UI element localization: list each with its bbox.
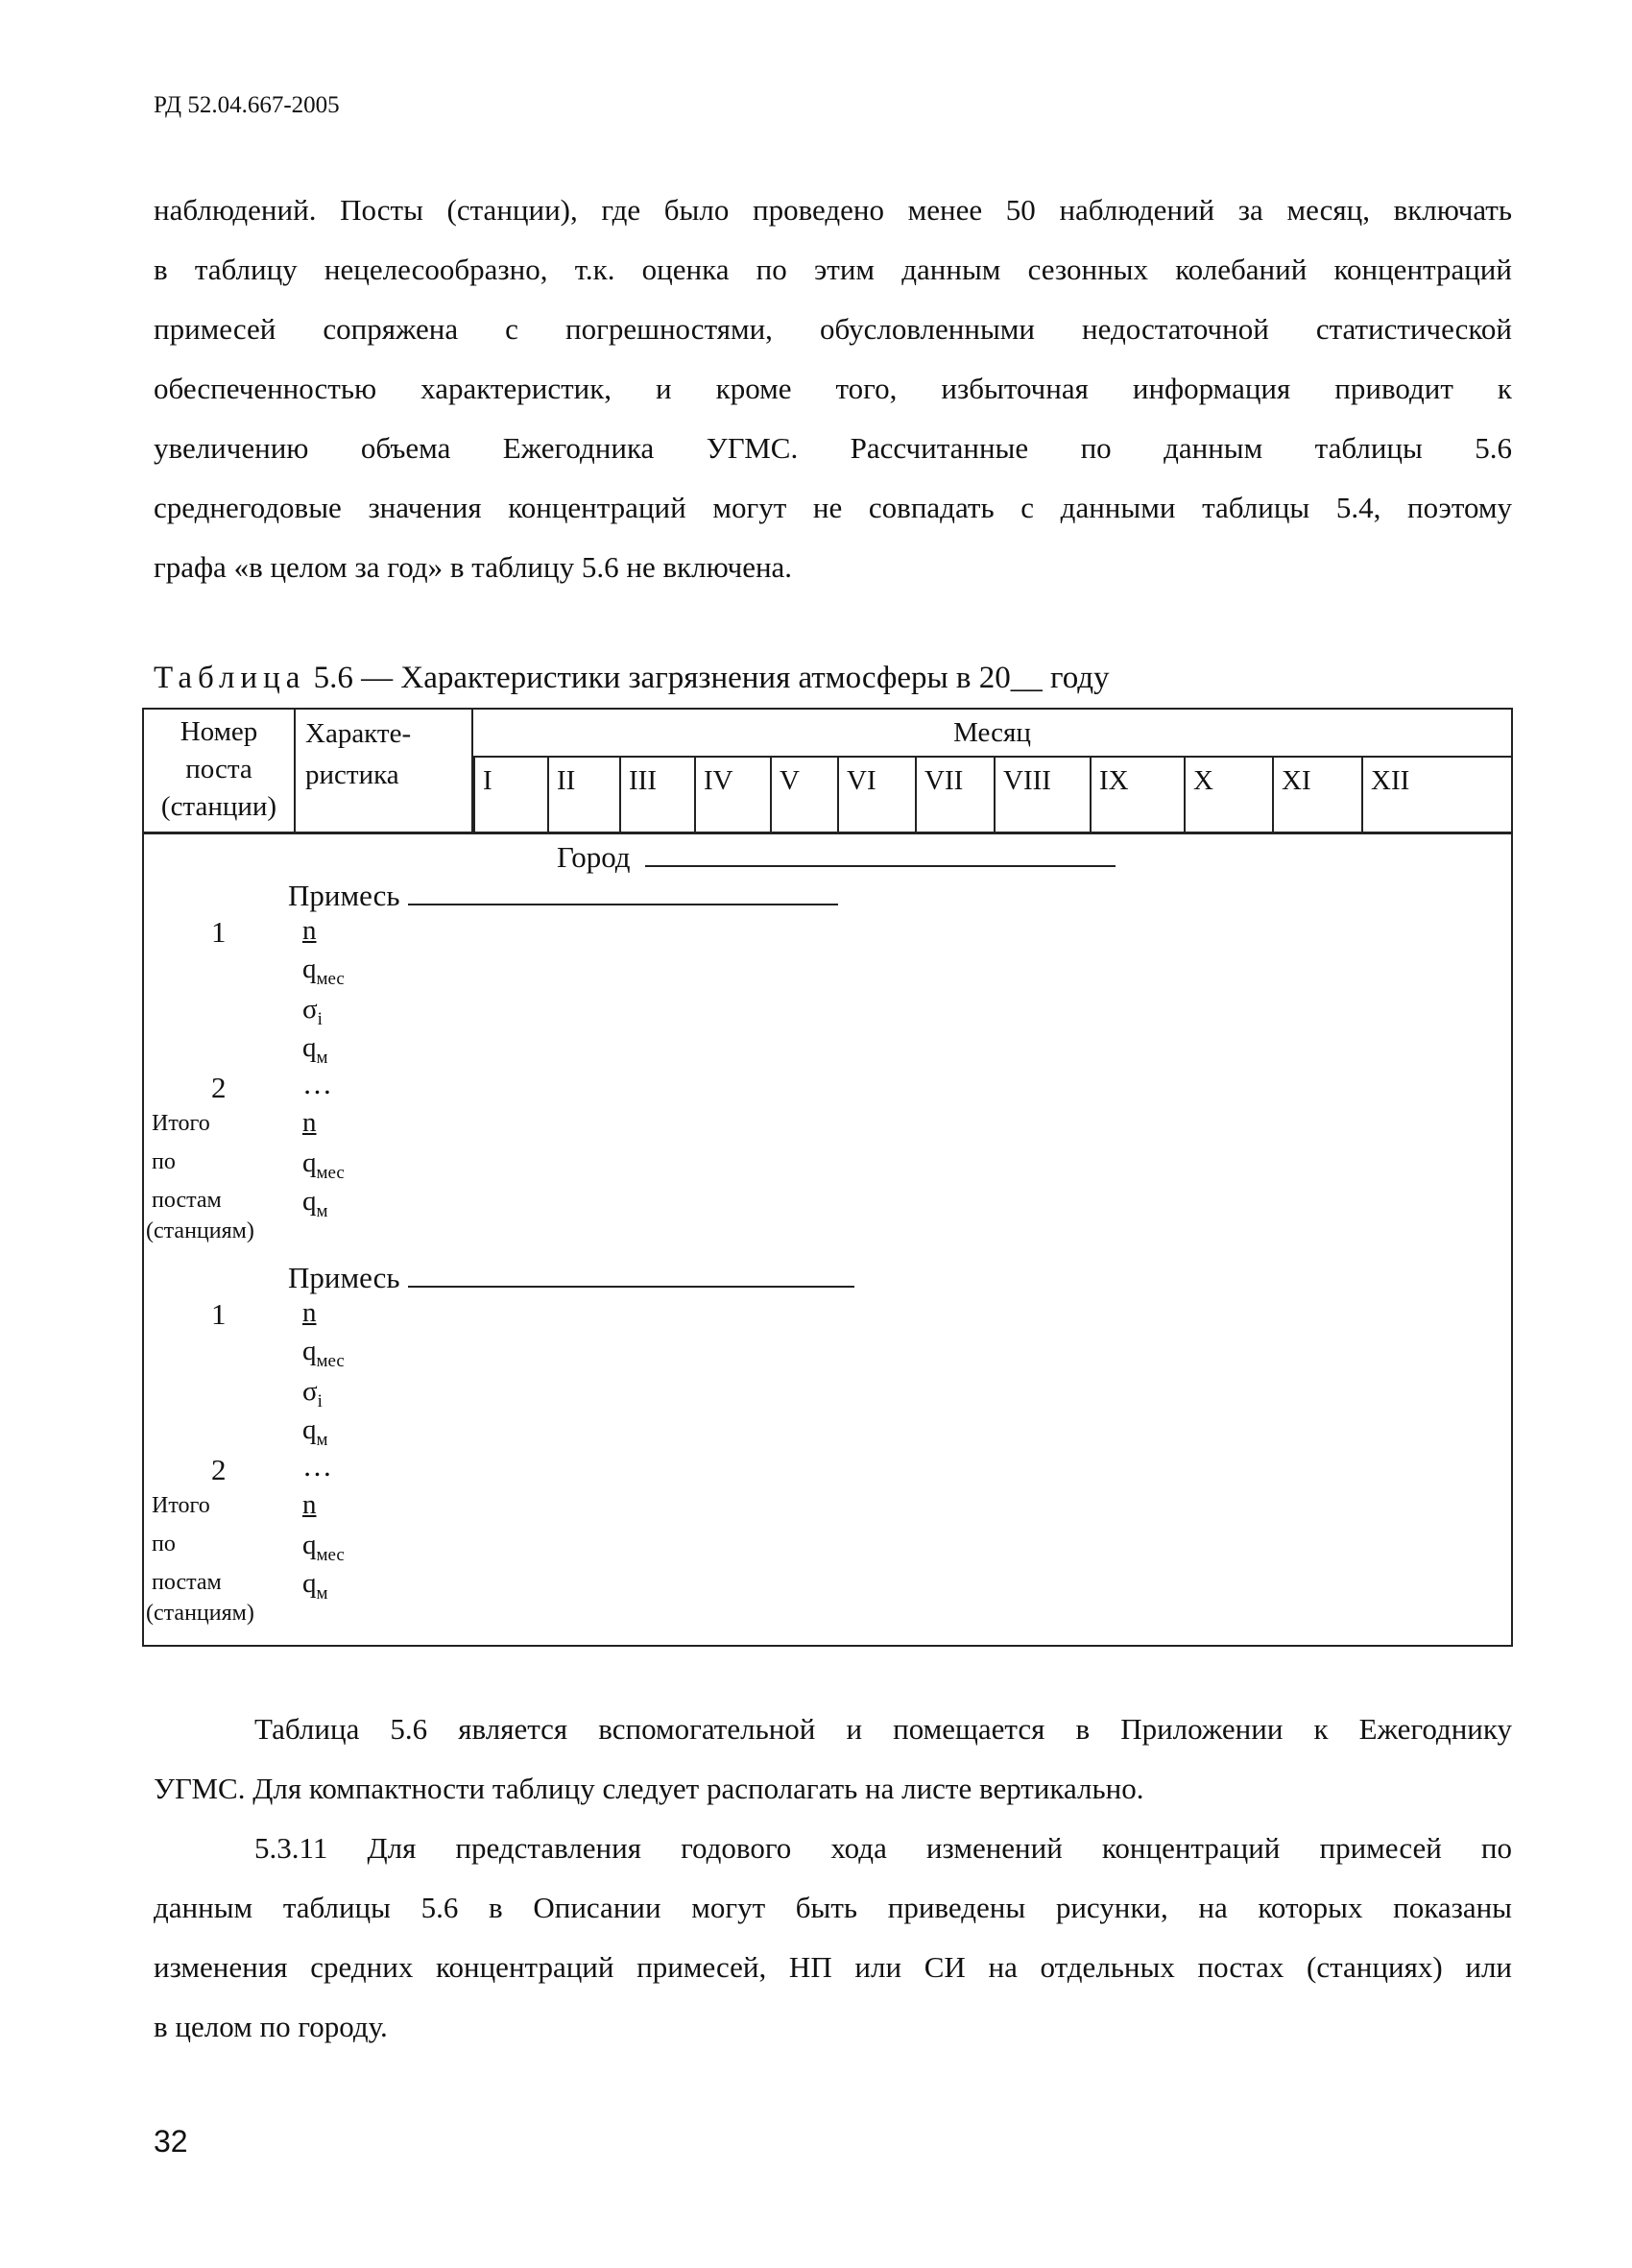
symbol-letter: q xyxy=(302,1147,317,1178)
post-number: 1 xyxy=(211,1297,227,1331)
symbol-subscript: м xyxy=(316,1429,328,1450)
characteristic-symbol xyxy=(302,1376,323,1412)
text-line: данным таблицы 5.6 в Описании могут быть приведены рисунки, на которых показаны xyxy=(154,1891,1512,1924)
impurity-blank xyxy=(408,1259,854,1288)
city-blank xyxy=(645,838,1116,867)
symbol-letter: q xyxy=(302,1414,317,1445)
city-label: Город xyxy=(557,840,631,874)
header-month: Месяц xyxy=(473,710,1511,758)
intro-paragraph xyxy=(154,181,1512,597)
symbol-letter: q xyxy=(302,1032,317,1063)
characteristic-symbol xyxy=(302,1186,328,1222)
totals-label: Итого xyxy=(152,1493,210,1518)
symbol-letter: σ xyxy=(302,994,318,1025)
symbol-subscript: мес xyxy=(316,1350,345,1371)
symbol-letter: n xyxy=(302,915,317,946)
text-line: 5.3.11 Для представления годового хода изменений концентраций примесей по xyxy=(254,1831,1512,1865)
table-caption-word: Таблица xyxy=(154,661,306,695)
post-number: 2 xyxy=(211,1071,227,1104)
characteristic-symbol xyxy=(302,1489,317,1521)
symbol-letter: q xyxy=(302,1568,317,1599)
header-text: (станции) xyxy=(160,791,277,822)
text-line: обеспеченностью характеристик, и кроме того, избыточная информация приводит к xyxy=(154,372,1512,405)
after-table-paragraph xyxy=(154,1700,1512,2057)
header-text: ристика xyxy=(305,760,399,790)
symbol-letter: q xyxy=(302,953,317,984)
characteristic-symbol xyxy=(302,1297,317,1329)
post-number: 1 xyxy=(211,915,227,949)
header-text: Номер xyxy=(180,716,258,747)
symbol-letter: q xyxy=(302,1530,317,1560)
text-line: Таблица 5.6 является вспомогательной и помещается в Приложении к Ежегоднику xyxy=(254,1712,1512,1746)
impurity-row xyxy=(288,1259,854,1295)
header-characteristic xyxy=(296,710,473,832)
characteristic-symbol xyxy=(302,915,317,947)
characteristic-symbol xyxy=(302,953,345,990)
totals-label: по xyxy=(152,1149,176,1174)
impurity-label: Примесь xyxy=(288,1261,400,1294)
month-column: V xyxy=(770,756,837,832)
text-line: УГМС. Для компактности таблицу следует располагать на листе вертикально. xyxy=(154,1772,1144,1805)
text-line: в таблицу нецелесообразно, т.к. оценка по этим данным сезонных колебаний концентраций xyxy=(154,253,1512,286)
month-column: IV xyxy=(694,756,770,832)
month-column: VII xyxy=(915,756,994,832)
symbol-subscript: м xyxy=(316,1200,328,1221)
city-row xyxy=(557,838,1116,875)
text-line: в целом по городу. xyxy=(154,2010,388,2043)
symbol-subscript: i xyxy=(317,1008,323,1029)
characteristic-symbol xyxy=(302,1414,328,1451)
characteristic-symbol xyxy=(302,1530,345,1566)
text-line: среднегодовые значения концентраций могут не совпадать с данными таблицы 5.4, поэтому xyxy=(154,491,1512,524)
characteristic-symbol xyxy=(302,1107,317,1139)
symbol-subscript: мес xyxy=(316,968,345,989)
data-table xyxy=(142,708,1513,1647)
symbol-letter: q xyxy=(302,1336,317,1366)
month-column: XII xyxy=(1361,756,1512,832)
symbol-subscript: i xyxy=(317,1390,323,1411)
totals-label: (станциям) xyxy=(146,1601,254,1626)
page-number: 32 xyxy=(154,2124,188,2159)
totals-label: постам xyxy=(152,1188,222,1213)
impurity-row xyxy=(288,877,838,913)
text-line: наблюдений. Посты (станции), где было проведено менее 50 наблюдений за месяц, включать xyxy=(154,193,1512,227)
totals-label: постам xyxy=(152,1570,222,1595)
symbol-subscript: м xyxy=(316,1582,328,1604)
impurity-blank xyxy=(408,877,838,905)
table-caption xyxy=(154,661,1110,696)
ellipsis: … xyxy=(302,1067,332,1100)
document-code: РД 52.04.667-2005 xyxy=(154,92,340,118)
header-text: Характе- xyxy=(305,718,412,749)
month-column: XI xyxy=(1272,756,1361,832)
characteristic-symbol xyxy=(302,994,323,1030)
totals-label: (станциям) xyxy=(146,1218,254,1243)
symbol-letter: q xyxy=(302,1186,317,1217)
table-caption-text: 5.6 — Характеристики загрязнения атмосферы в 20__ году xyxy=(313,661,1110,695)
month-column: III xyxy=(619,756,694,832)
text-line: примесей сопряжена с погрешностями, обусловленными недостаточной статистической xyxy=(154,312,1512,346)
characteristic-symbol xyxy=(302,1147,345,1184)
table-body xyxy=(144,834,1511,1645)
text-line: графа «в целом за год» в таблицу 5.6 не включена. xyxy=(154,550,793,584)
post-number: 2 xyxy=(211,1453,227,1486)
ellipsis: … xyxy=(302,1449,332,1483)
month-column: X xyxy=(1184,756,1272,832)
month-column: I xyxy=(473,756,547,832)
totals-label: по xyxy=(152,1532,176,1556)
header-post-number xyxy=(144,710,296,832)
header-text: поста xyxy=(185,754,252,784)
symbol-letter: σ xyxy=(302,1376,318,1407)
symbol-letter: n xyxy=(302,1297,317,1328)
month-column: VIII xyxy=(994,756,1090,832)
month-column: VI xyxy=(837,756,915,832)
totals-label: Итого xyxy=(152,1111,210,1136)
symbol-letter: n xyxy=(302,1107,317,1138)
symbol-subscript: мес xyxy=(316,1544,345,1565)
text-line: увеличению объема Ежегодника УГМС. Рассчитанные по данным таблицы 5.6 xyxy=(154,431,1512,465)
month-column: II xyxy=(547,756,619,832)
characteristic-symbol xyxy=(302,1032,328,1069)
impurity-label: Примесь xyxy=(288,879,400,912)
symbol-letter: n xyxy=(302,1489,317,1520)
text-line: изменения средних концентраций примесей, НП или СИ на отдельных постах (станциях) или xyxy=(154,1950,1512,1984)
symbol-subscript: мес xyxy=(316,1162,345,1183)
characteristic-symbol xyxy=(302,1336,345,1372)
characteristic-symbol xyxy=(302,1568,328,1604)
month-column: IX xyxy=(1090,756,1184,832)
symbol-subscript: м xyxy=(316,1047,328,1068)
table-header xyxy=(144,710,1511,834)
